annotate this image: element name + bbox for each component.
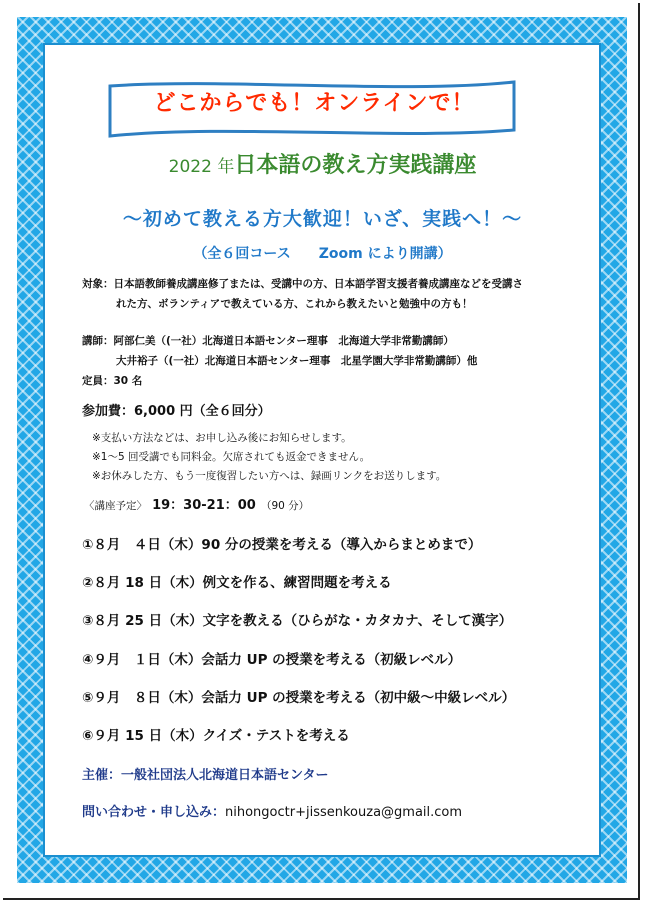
schedule-item-6: ⑥９月 15 日（木）クイズ・テストを考える: [82, 728, 350, 744]
page-title: [0, 148, 645, 179]
note-1: ※支払い方法などは、お申し込み後にお知らせします。: [92, 432, 352, 444]
contact-row: [82, 801, 462, 820]
target-line-1: 対象：日本語教師養成講座修了または、受講中の方、日本語学習支援者養成講座などを受講さ: [82, 278, 523, 290]
title-main: 日本語の教え方実践講座: [234, 153, 477, 178]
schedule-item-2: ②８月 18 日（木）例文を作る、練習問題を考える: [82, 575, 392, 591]
schedule-item-5: ⑤９月 ８日（木）会話力 UP の授業を考える（初中級～中級レベル）: [82, 690, 516, 706]
subtitle: ～初めて教える方大歓迎！いざ、実践へ！～: [122, 208, 523, 230]
note-2: ※1～5 回受講でも同料金。欠席されても返金できません。: [92, 451, 371, 463]
capacity: 定員：30 名: [82, 375, 143, 387]
time-label: 〈講座予定〉: [84, 500, 147, 512]
banner-text: どこからでも！オンラインで！: [153, 91, 475, 116]
time-row: [84, 494, 309, 513]
fee: 参加費：6,000 円（全６回分）: [82, 404, 271, 419]
note-3: ※お休みした方、もう一度復習したい方へは、録画リンクをお送りします。: [92, 470, 447, 482]
time-value: 19：30-21：00: [152, 498, 256, 513]
schedule-item-3: ③８月 25 日（木）文字を教える（ひらがな・カタカナ、そして漢字）: [82, 613, 513, 629]
instructor-line-1: 講師：阿部仁美（(一社）北海道日本語センター理事 北海道大学非常勤講師）: [82, 335, 454, 347]
instructor-line-2: 大井裕子（(一社）北海道日本語センター理事 北星学園大学非常勤講師）他: [116, 355, 478, 367]
schedule-item-4: ④９月 １日（木）会話力 UP の授業を考える（初級レベル）: [82, 652, 462, 668]
time-duration: （90 分）: [260, 500, 310, 512]
schedule-item-1: ①８月 ４日（木）90 分の授業を考える（導入からまとめまで）: [82, 537, 482, 553]
contact-email[interactable]: nihongoctr+jissenkouza@gmail.com: [225, 805, 463, 820]
organizer: 主催：一般社団法人北海道日本語センター: [82, 768, 329, 783]
target-line-2: れた方、ボランティアで教えている方、これから教えたいと勉強中の方も！: [116, 298, 473, 310]
contact-label: 問い合わせ・申し込み：: [82, 805, 226, 820]
title-year: 2022 年: [168, 157, 235, 177]
course-info: （全６回コース Zoom により開講）: [193, 246, 452, 262]
